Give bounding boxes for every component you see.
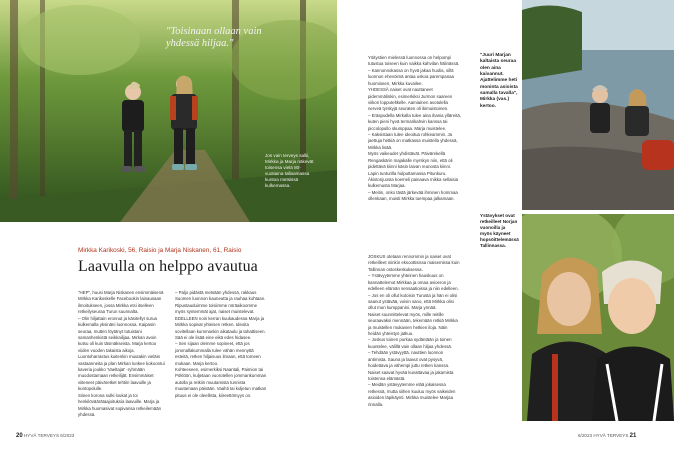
paragraph: Kohteeseen, esimerkiksi Naantali, Paimion tai Pöklöön, kuljetaan vuorotellen jommankumman autolla ja retkiin muutamista tunnista muutamaan päivään. Vaahti tai kuljetun matkan pituus ei ole oleellista, kiireettömyys on. bbox=[175, 367, 267, 398]
body-column-4 bbox=[368, 254, 461, 408]
magazine-issue: 6/2023 HYVÄ TERVEYS bbox=[578, 433, 629, 438]
paragraph: – Jos en oli ollut kotoisin Turusta ja hän ei olisi saanut ystävää, voisin sano, että Mirkka olisi ollut mun kumppanini. Marja ynnää. bbox=[368, 292, 458, 311]
paragraph: JOSKUS otetaan rennommin ja naiset ovat retkeilleet niinkin eksoottisissa maisemissa kuin Tallinnan ostoskeskuksessa. bbox=[368, 254, 460, 272]
paragraph: – Kannonnokassa on hyvä jakaa huolia, sillä luonnon ehevöimä antaa uskoa parempanaa huomiseen, Mirkka kuvailee. bbox=[368, 67, 454, 86]
photo-caption-right: Ystävykset ovat retkeilleet Norjan vuonoilla ja myös käyneet hopsöittelemässä Tallinnassa. bbox=[480, 213, 519, 249]
paragraph: Luontoharrastus kuitenkin muutakin vieläin vastaanneita ja plan Mirkan lunkee kokoontui kaveria joukko 'Vaeltajat' -ryhmään muodostamaan retkeilijät. Ensimmäiset viiteneet päiväretket tehtiin laavuille ja kuntopolulle. bbox=[78, 354, 165, 392]
pull-quote-left: "Toisinaan ollaan vain yhdessä hiljaa." bbox=[166, 26, 262, 50]
paragraph: – Meitin, onko tästä järkevää ihminen hommaa ollenkaan, muisti Mirkka tuempaa jalkamaan. bbox=[368, 189, 458, 202]
photo-caption-left: Jos vain terveys sallii, Mirkka ja Marja näkevät toisensa vielä 80-vuotiaina tallaamassa kuntoa metsissä kulkemassa. bbox=[265, 153, 314, 188]
paragraph: Naiset saavat hyvää kuvattavaa ja jakamista toistensa elämästä. bbox=[368, 369, 454, 382]
paragraph: "HEP", huusi Marja Niskanen ensimmäisenä Mirkka Karikoskelle Facebookin lainausaan ilmoitukseen, jossa Mirkka etsi itselleen retkeilyseuraa Turun suunnalta. bbox=[78, 290, 164, 315]
magazine-issue: HYVÄ TERVEYS 6/2023 bbox=[23, 433, 75, 438]
paragraph: – Ystävyytemme yhteinen hauskuus on kannattelemut Mirkkaa ja omaa avioeron ja edelleen elämän sensaatioissa ja niin edelleen. bbox=[368, 273, 459, 292]
lakeside-illustration bbox=[522, 0, 674, 210]
paragraph: EDELLEEN noin kerran kuukaudessa Marja ja Mirkka sopivat yhteisen retken. Ideoita sovitellaan kummankin aikataulu ja tahattiseen. Sää ei ole lisää eine eikä edes hidasee. bbox=[175, 315, 266, 340]
paragraph: – Olin hiljattain eronnut ja käsitellyt surua kulkemalla yksinäni luonnossa. Kaipasin seuraa, mutten löytänyt tutuistani samanhenkistä seikkailijaa. Mirkan avoin kutsu oli kuin täsmäkseista. Marja kertoo viiden vuoden takaista aikoja. bbox=[78, 315, 157, 353]
paragraph: YHDESSÄ naiset ovat nauttaneet pidemmälinkin, esimerkiksi Jurmon saareen viikon lopputeltkelle. Aamiainen avotulella nerveä tyrskyjä seuraten oli ikimuistoinen. bbox=[368, 87, 453, 112]
paragraph: – Sen sijaan olemme sopineet, että jos jommallakummalla tulee vähän mennyttä esteitä, retken hiljaisuus ilmaan, että tomeen mukaan. Marja kertoo. bbox=[175, 341, 261, 366]
lakeside-photo bbox=[522, 0, 674, 210]
article-title: Laavulla on helppo avautua bbox=[78, 258, 258, 275]
portrait-illustration bbox=[522, 214, 674, 421]
paragraph: – Meidän ystävyytemme elää jokaisessa retkessä, mutta siihen kuuluu myös vaikeiden asioiden läpikäynti. Mirkka muistelee Marjaa rinnalla. bbox=[368, 382, 456, 407]
paragraph: – Eräspudella Mirkalla tulee aina ihania ylläreitä, kuten pieni hyvä termarikahvin kanssa tai piccolopullo skumppaa. Marja muistelee. bbox=[368, 112, 461, 131]
page-number-right bbox=[578, 433, 636, 439]
article-byline: Mirkka Karikoski, 56, Raisio ja Marja Niskanen, 61, Raisio bbox=[78, 247, 242, 254]
paragraph: – Tehdään ystävyyttä, nauttien luonnon antimista. Sauna ja laavut ovat pysyvä, hoidettava ja vähempi juttu retken kanssa. bbox=[368, 350, 450, 369]
page-number: 21 bbox=[629, 433, 637, 439]
paragraph: Siinen korona sulki loukat ja toi henkilöväärätaajoituksia laavuille. Marja ja Mirkka huomasivat sopivansa retkeilemään yhdessä. bbox=[78, 392, 162, 418]
paragraph: – Paljo pidästä metsään yhdessä, rakkaus Suomen luonnon kauneutta ja rauhaa kohtaan. Ripustauduimme toisiimme nöräaikoomme myös syntemmät ajat, naiset muistelevat. bbox=[175, 290, 266, 315]
page-number-left bbox=[16, 433, 74, 439]
paragraph: Yöitystien mielessä luonnossa on helpompi tutustua toiseen kuin vaikka kahvilan hälinässä. bbox=[368, 55, 460, 67]
paragraph: Myös vaikeudet yhdistävät. Päivärekellä Rengaskärin majakalle myrskyn niin, että oli pidettävä kiinni käsin laivan reunosta kiinni. Lapin tunturilla hulputtamassa Pitunkuru. Äkistonjuosta koemeli painaava mikka sellaisia kulkemusta Marjaa. bbox=[368, 151, 459, 189]
paragraph: Naiset suunnittelevat myös, mille reitille seuraavaksi mennään, tekemään retkiä Mirkka ja muistellen mukavien hetkien iloja. Näin heidän yhteistyö jatkuu. bbox=[368, 311, 458, 337]
body-column-3 bbox=[368, 55, 461, 203]
portrait-photo bbox=[522, 214, 674, 421]
paragraph: – Joskus toinen purkaa sydäntään ja toinen kuuntelee, välillä vain ollaan hiljaa yhdessä. bbox=[368, 337, 453, 349]
paragraph: – Kaksistaan tulee ideoitua rohkeammin. Ja jaettuja hetkiä on matkassa muistella yhdessä, Mirkka lisää. bbox=[368, 132, 458, 150]
pull-quote-right: "Juuri Marjan kaltaista seuraa olen aina kaivannut. Ajattelimme heti moninta asioista samalla tavalla", Mirkka (vas.) kertoo. bbox=[480, 53, 518, 109]
page-number: 20 bbox=[16, 433, 23, 439]
body-column-2 bbox=[175, 290, 268, 399]
body-column-1 bbox=[78, 290, 166, 418]
